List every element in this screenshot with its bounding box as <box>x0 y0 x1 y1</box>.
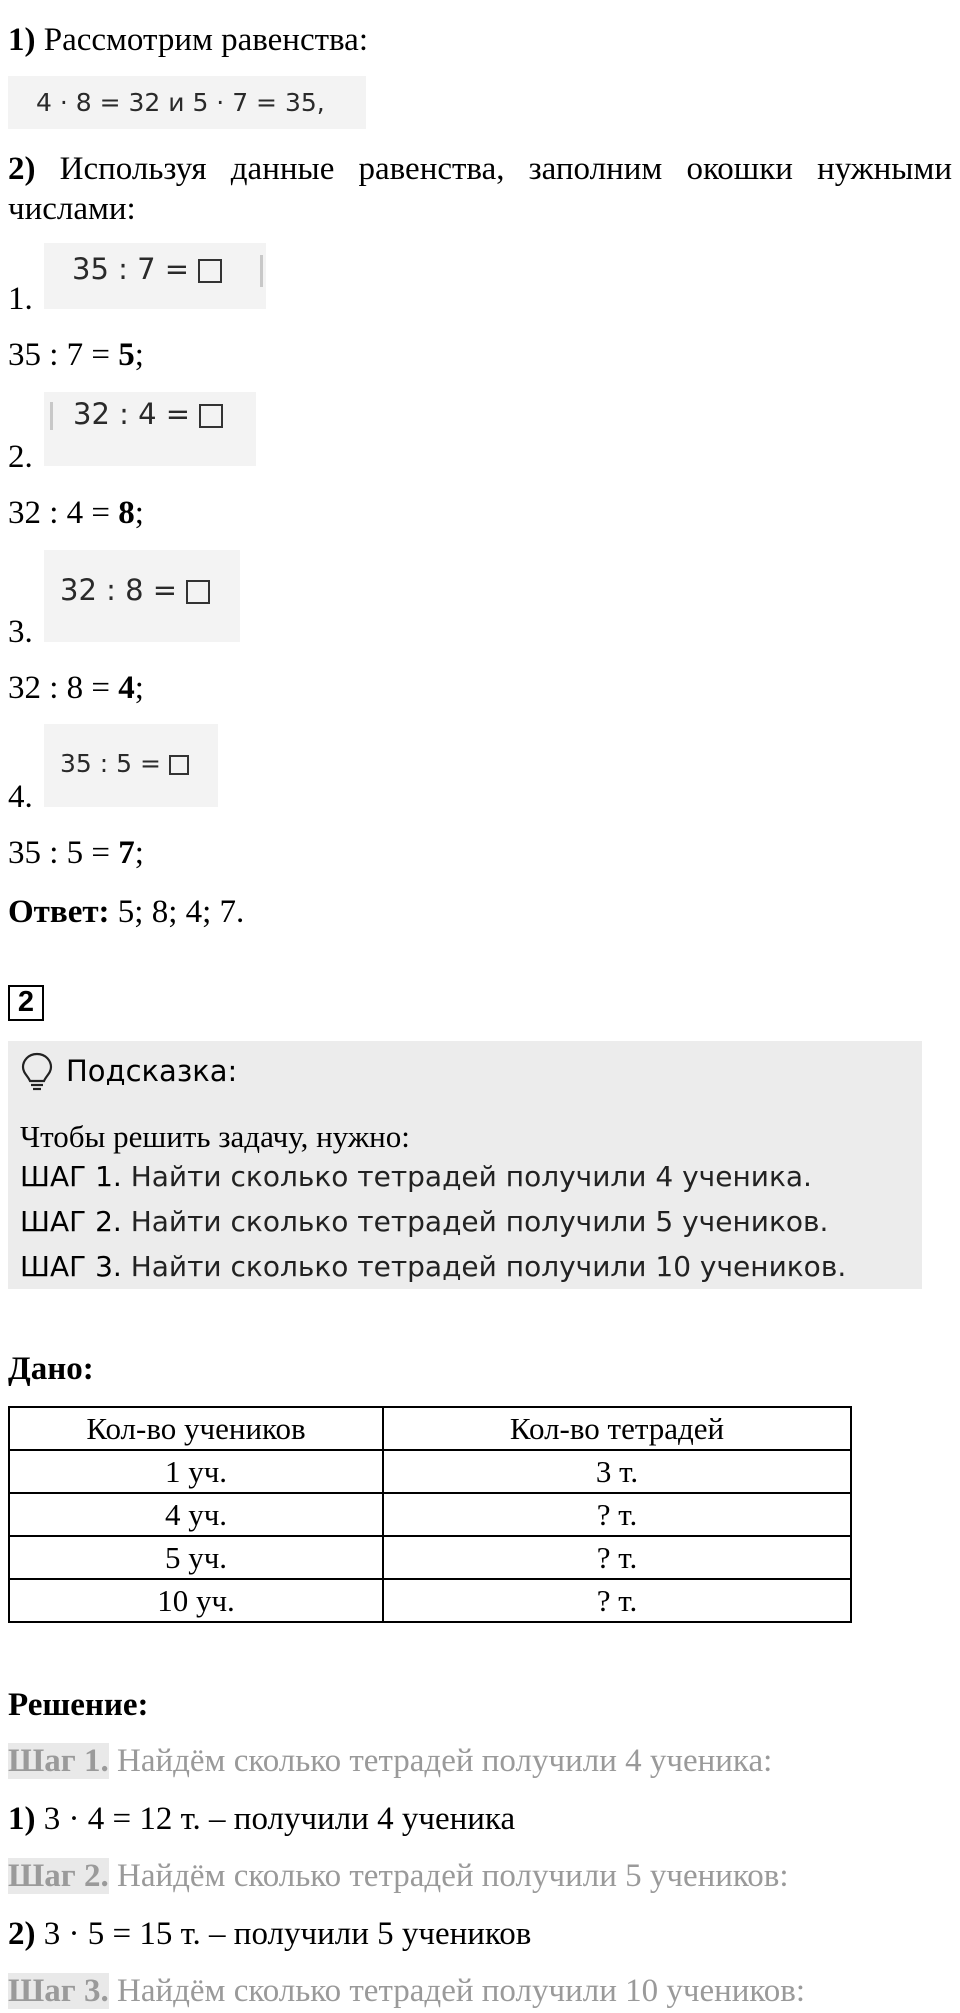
divider-mark <box>50 402 53 430</box>
solution-step-1-title <box>8 1741 772 1781</box>
item1-answer: 5 <box>118 337 135 373</box>
table-cell: 1 уч. <box>9 1450 383 1493</box>
hint-step-2 <box>20 1202 828 1242</box>
hint-step-label: ШАГ 2. <box>20 1205 122 1238</box>
table-cell: ? т. <box>383 1493 851 1536</box>
item4-result-expression: 35 : 5 = <box>8 835 119 871</box>
part2-text-line1: Используя данные равенства, заполним окошки нужными <box>35 151 952 187</box>
answer-line <box>8 892 244 932</box>
item4-expression: 35 : 5 = <box>60 749 161 778</box>
hint-step-3 <box>20 1247 846 1287</box>
answer-value: 5; 8; 4; 7. <box>109 894 245 930</box>
step-title: Найдём сколько тетрадей получили 5 учеников: <box>108 1858 789 1894</box>
item4-answer: 7 <box>118 835 135 871</box>
hint-panel <box>8 1041 922 1289</box>
item2-result <box>8 493 144 533</box>
table-row <box>9 1579 851 1622</box>
calc-number: 1) <box>8 1801 36 1837</box>
part1-heading <box>8 20 368 60</box>
step-tag: Шаг 3. <box>8 1973 109 2009</box>
given-label: Дано: <box>8 1351 94 1387</box>
item3-task-image <box>44 550 240 642</box>
item3-expression: 32 : 8 = <box>60 573 178 607</box>
solution-step-2-title <box>8 1856 789 1896</box>
item2-expression: 32 : 4 = <box>73 397 191 431</box>
table-header-cell: Кол-во тетрадей <box>383 1407 851 1450</box>
item1-expression: 35 : 7 = <box>72 252 190 286</box>
item4-index: 4. <box>8 779 33 815</box>
item2-index: 2. <box>8 439 33 475</box>
table-cell: 3 т. <box>383 1450 851 1493</box>
hint-step-label: ШАГ 1. <box>20 1160 122 1193</box>
table-row <box>9 1536 851 1579</box>
item2-task-image <box>44 392 256 466</box>
item3-index: 3. <box>8 614 33 650</box>
part2-number: 2) <box>8 151 36 187</box>
table-cell: 10 уч. <box>9 1579 383 1622</box>
equalities-image <box>8 76 366 129</box>
item1-result-expression: 35 : 7 = <box>8 337 119 373</box>
item4-result <box>8 833 144 873</box>
table-header-cell: Кол-во учеников <box>9 1407 383 1450</box>
item4-semicolon: ; <box>134 835 144 871</box>
solution-label: Решение: <box>8 1687 149 1723</box>
item1-task-image <box>44 243 266 309</box>
item2-result-expression: 32 : 4 = <box>8 495 119 531</box>
item2-answer: 8 <box>118 495 135 531</box>
equalities-text: 4 · 8 = 32 и 5 · 7 = 35, <box>36 88 325 117</box>
empty-box-icon <box>186 580 210 604</box>
table-row <box>9 1493 851 1536</box>
item1-index: 1. <box>8 281 33 317</box>
item1-result <box>8 335 144 375</box>
item3-answer: 4 <box>118 670 135 706</box>
hint-step-text: Найти сколько тетрадей получили 4 ученика. <box>121 1160 812 1193</box>
step-title: Найдём сколько тетрадей получили 10 учеников: <box>108 1973 806 2009</box>
answer-label: Ответ: <box>8 894 110 930</box>
step-title: Найдём сколько тетрадей получили 4 ученика: <box>108 1743 773 1779</box>
table-cell: ? т. <box>383 1536 851 1579</box>
item1-semicolon: ; <box>134 337 144 373</box>
divider-mark <box>260 255 263 287</box>
hint-step-text: Найти сколько тетрадей получили 5 учеников. <box>121 1205 829 1238</box>
table-cell: 5 уч. <box>9 1536 383 1579</box>
item3-result-expression: 32 : 8 = <box>8 670 119 706</box>
calc-number: 2) <box>8 1916 36 1952</box>
table-header-row <box>9 1407 851 1450</box>
empty-box-icon <box>169 755 189 775</box>
step-tag: Шаг 1. <box>8 1743 109 1779</box>
calc-text: 3 · 5 = 15 т. – получили 5 учеников <box>35 1916 532 1952</box>
solution-step-2-calc <box>8 1914 531 1954</box>
hint-intro: Чтобы решить задачу, нужно: <box>20 1119 410 1154</box>
table-row <box>9 1450 851 1493</box>
table-cell: ? т. <box>383 1579 851 1622</box>
part1-text: Рассмотрим равенства: <box>35 22 368 58</box>
hint-title: Подсказка: <box>66 1054 238 1088</box>
lightbulb-icon <box>20 1051 54 1091</box>
item2-semicolon: ; <box>134 495 144 531</box>
hint-step-label: ШАГ 3. <box>20 1250 122 1283</box>
solution-step-3-title <box>8 1971 805 2011</box>
given-table <box>8 1406 852 1623</box>
part1-number: 1) <box>8 22 36 58</box>
table-cell: 4 уч. <box>9 1493 383 1536</box>
empty-box-icon <box>199 404 223 428</box>
item3-semicolon: ; <box>134 670 144 706</box>
solution-step-1-calc <box>8 1799 515 1839</box>
item4-task-image <box>44 724 218 807</box>
part2-text-line2: числами: <box>8 191 136 227</box>
hint-step-1 <box>20 1157 812 1197</box>
hint-step-text: Найти сколько тетрадей получили 10 учеников. <box>121 1250 847 1283</box>
item3-result <box>8 668 144 708</box>
empty-box-icon <box>198 259 222 283</box>
task-number-badge: 2 <box>8 985 44 1021</box>
step-tag: Шаг 2. <box>8 1858 109 1894</box>
calc-text: 3 · 4 = 12 т. – получили 4 ученика <box>35 1801 516 1837</box>
part2-heading <box>8 149 952 189</box>
